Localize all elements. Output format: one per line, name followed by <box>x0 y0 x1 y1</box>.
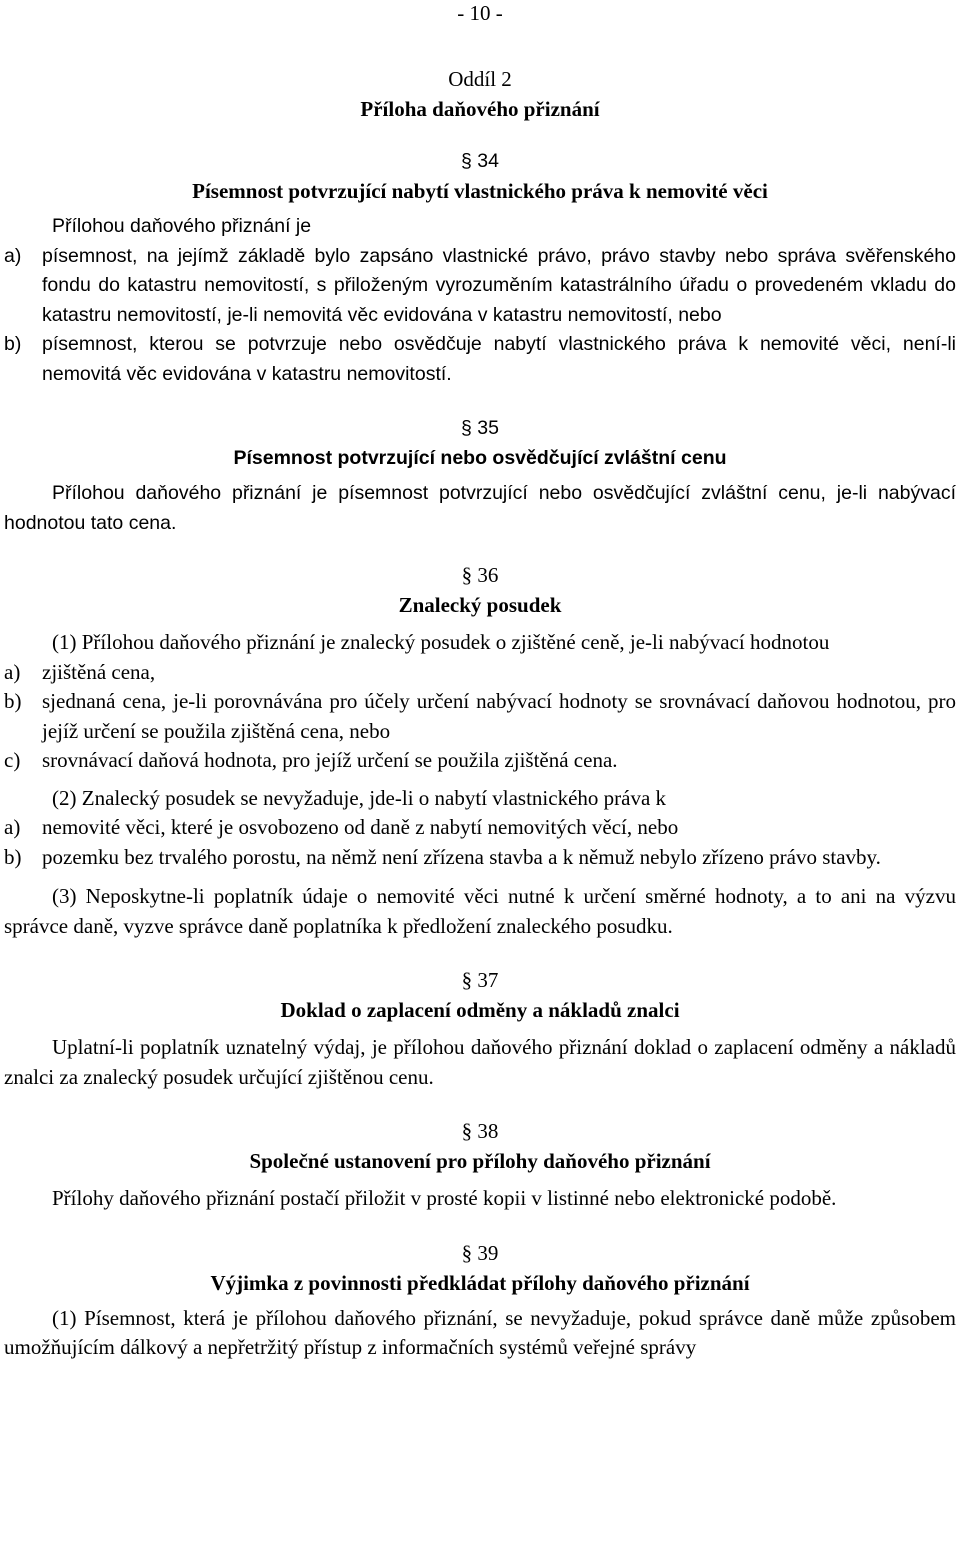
section-number: § 36 <box>461 563 499 587</box>
list-label: a) <box>4 815 21 839</box>
list-text: nemovité věci, které je osvobozeno od daně z nabytí nemovitých věcí, nebo <box>42 815 679 839</box>
list-item <box>4 746 956 776</box>
list-item <box>4 843 956 873</box>
paragraph-1: (1) Přílohou daňového přiznání je znalecký posudek o zjištěné ceně, je-li nabývací hodnotou <box>52 630 830 654</box>
part-heading: Oddíl 2 <box>448 67 512 91</box>
section-35 <box>4 389 956 538</box>
list-item <box>4 658 956 688</box>
page-number: - 10 - <box>457 1 503 25</box>
list-label: b) <box>4 844 22 869</box>
section-number: § 38 <box>461 1119 499 1143</box>
list-text: pozemku bez trvalého porostu, na němž není zřízena stavba a k němuž nebylo zřízeno právo stavby. <box>42 844 881 869</box>
section-36 <box>4 538 956 941</box>
section-39 <box>4 1214 956 1363</box>
list-label: a) <box>4 659 21 684</box>
section-number: § 34 <box>461 150 499 172</box>
section-text: (1) Písemnost, která je přílohou daňového přiznání, se nevyžaduje, pokud správce daně může způsobem umožňujícím dálkový a nepřetržitý přístup z informačních systémů veřejné správy <box>4 1305 956 1359</box>
section-text: Uplatní-li poplatník uznatelný výdaj, je přílohou daňového přiznání doklad o zaplacení odměny a nákladů znalci za znalecký posudek určující zjištěnou cenu. <box>4 1035 956 1089</box>
section-text: Přílohou daňového přiznání je písemnost potvrzující nebo osvědčující zvláštní cenu, je-li nabývací hodnotou tato cena. <box>4 482 956 534</box>
list-text: písemnost, na jejímž základě bylo zapsáno vlastnické právo, právo stavby nebo správa svěřenského fondu do katastru nemovitostí, s přiloženým vyrozuměním katastrálního úřadu o provedeném vkladu do katastru nemovitostí, je-li nemovitá věc evidována v katastru nemovitostí, nebo <box>42 244 956 326</box>
part-title: Příloha daňového přiznání <box>360 97 600 121</box>
list-label: b) <box>4 689 22 713</box>
section-37 <box>4 941 956 1092</box>
list-label: b) <box>4 333 22 355</box>
section-number: § 39 <box>461 1240 499 1265</box>
section-text: Přílohy daňového přiznání postačí přiložit v prosté kopii v listinné nebo elektronické podobě. <box>52 1186 837 1210</box>
section-34 <box>4 124 956 389</box>
section-title: Písemnost potvrzující nebo osvědčující zvláštní cenu <box>233 447 727 469</box>
list-label: c) <box>4 748 21 772</box>
list-item <box>4 813 956 843</box>
list-text: sjednaná cena, je-li porovnávána pro účely určení nabývací hodnoty se srovnávací daňovou hodnotou, pro jejíž určení se použila zjištěná cena, nebo <box>42 689 956 743</box>
list-item <box>4 330 956 389</box>
section-38 <box>4 1092 956 1214</box>
section-title: Doklad o zaplacení odměny a nákladů znalci <box>280 998 680 1022</box>
section-title: Znalecký posudek <box>398 593 562 617</box>
list-text: srovnávací daňová hodnota, pro jejíž určení se použila zjištěná cena. <box>42 748 618 772</box>
list-label: a) <box>4 244 22 267</box>
list-text: písemnost, kterou se potvrzuje nebo osvědčuje nabytí vlastnického práva k nemovité věci, není-li nemovitá věc evidována v katastru nemovitostí. <box>42 333 956 385</box>
list-item <box>4 242 956 331</box>
section-title: Společné ustanovení pro přílohy daňového přiznání <box>249 1149 711 1173</box>
section-title: Výjimka z povinnosti předkládat přílohy daňového přiznání <box>210 1270 750 1295</box>
list-text: zjištěná cena, <box>42 659 156 684</box>
section-title: Písemnost potvrzující nabytí vlastnického práva k nemovité věci <box>192 179 768 203</box>
section-number: § 37 <box>461 968 499 992</box>
paragraph-3: (3) Neposkytne-li poplatník údaje o nemovité věci nutné k určení směrné hodnoty, a to ani na výzvu správce daně, vyzve správce daně poplatníka k předložení znaleckého posudku. <box>4 884 956 938</box>
section-number: § 35 <box>461 417 499 439</box>
document-page <box>4 0 956 1363</box>
paragraph-2: (2) Znalecký posudek se nevyžaduje, jde-li o nabytí vlastnického práva k <box>52 785 667 810</box>
list-item <box>4 687 956 746</box>
section-intro: Přílohou daňového přiznání je <box>52 215 312 237</box>
